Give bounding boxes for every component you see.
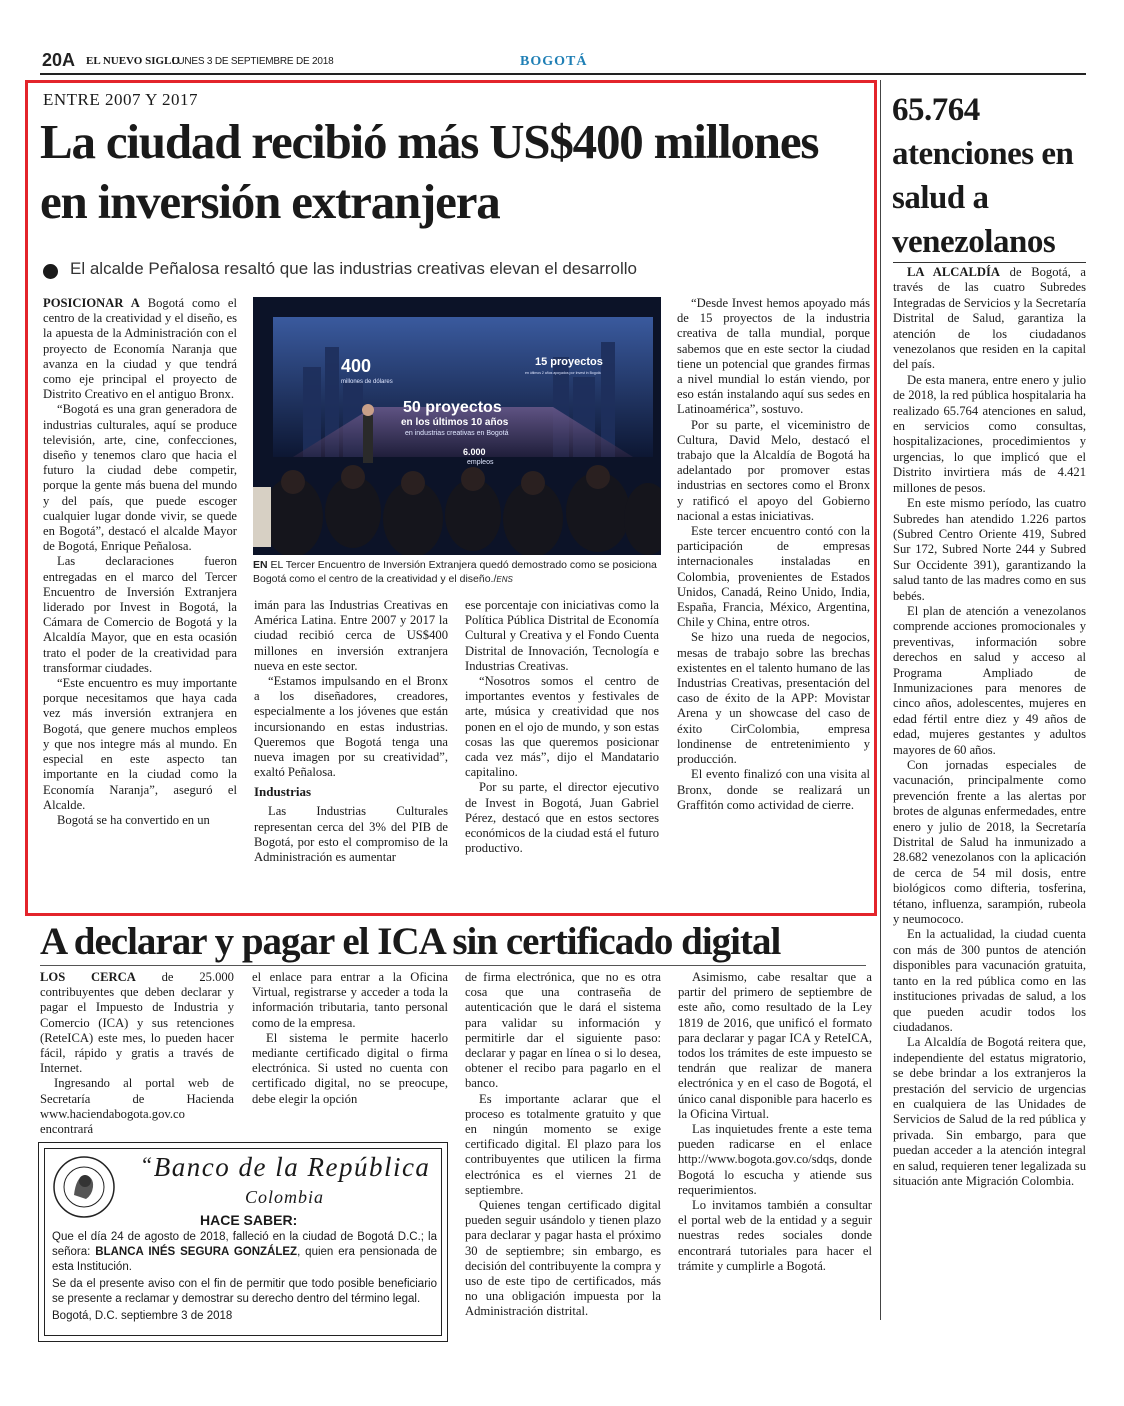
issue-date: LUNES 3 DE SEPTIEMBRE DE 2018 xyxy=(172,56,334,67)
photo-caption xyxy=(253,558,661,587)
paragraph: “Bogotá es una gran generadora de industrias culturales, aquí se produce televisión, arte, cine, confecciones, diseño y tenemos claro que hacia el futuro la ciudad debe competir, porque la gente más buena del mundo y del país, que puede escoger cualquier lugar donde vivir, se quede en Bogotá”, destacó el alcalde Mayor de Bogotá, Enrique Peñalosa. xyxy=(43,402,237,554)
paragraph: El sistema le permite hacerlo mediante certificado digital o firma electrónica. Si usted no cuenta con certificado digital, no se preocupe, debe elegir la opción xyxy=(252,1030,448,1106)
paragraph xyxy=(893,265,1086,373)
photo-stat-15-sub: en últimos 2 años apoyados por Invest in Bogotá xyxy=(525,371,601,375)
paragraph: Lo invitamos también a consultar el portal web de la entidad y a seguir nuestras redes sociales donde encontrará tutoriales para hacer el trámite y cumplirle a Bogotá. xyxy=(678,1198,872,1273)
paragraph xyxy=(40,970,234,1076)
paragraph: “Este encuentro es muy importante porque necesitamos que haya cada vez más inversión extranjera en Bogotá, que genere muchos empleos y que nos integre más al mundo. En especial en este aspecto tan importante en la ciudad como la Economía Naranja”, aseguró el Alcalde. xyxy=(43,676,237,812)
photo-stat-6000-sub: empleos xyxy=(467,459,494,466)
publication-name: EL NUEVO SIGLO xyxy=(86,55,180,67)
article-column-1 xyxy=(43,296,237,828)
ica-headline[interactable]: A declarar y pagar el ICA sin certificado digital xyxy=(40,920,781,963)
paragraph: Con jornadas especiales de vacunación, principalmente como prevención frente a las alertas por brotes de algunas enfermedades, entre enero y julio de 2018, la Secretaría Distrital de Salud ha inmunizado a 28.682 venezolanos con la aplicación de cerca de 54 mil dosis, entre biológicos como difteria, tosferina, tétano, influenza, sarampión, rubeola y neumococo. xyxy=(893,758,1086,927)
paragraph: Este tercer encuentro contó con la participación de empresas internacionales instaladas en Colombia, provenientes de Estados Unidos, Canadá, Reino Unido, India, España, Francia, México, Argentina, Chile y China, entre otros. xyxy=(677,524,870,630)
paragraph: “Nosotros somos el centro de importantes eventos y festivales de arte, música y creatividad que nos ponen en el ojo de mundo, y son estas cosas las que queremos posicionar cada vez más”, dijo el Mandatario capitalino. xyxy=(465,674,659,780)
header-rule xyxy=(40,73,1086,75)
caption-credit: ENS xyxy=(496,575,513,584)
paragraph: Por su parte, el director ejecutivo de Invest in Bogotá, Juan Gabriel Pérez, destacó que en estos sectores económicos de la ciudad está el futuro productivo. xyxy=(465,780,659,856)
paragraph: el enlace para entrar a la Oficina Virtual, registrarse y acceder a toda la información tributaria, tanto personal como de la empresa. xyxy=(252,970,448,1030)
notice-heading: HACE SABER: xyxy=(200,1212,298,1228)
paragraph-text: de Bogotá, a través de las cuatro Subredes Integradas de Servicios y la Secretaría Distrital de Salud, garantiza la atención de los ciudadanos venezolanos que residen en la capital del país. xyxy=(893,265,1087,372)
ica-rule xyxy=(40,965,866,966)
paragraph: imán para las Industrias Creativas en América Latina. Entre 2007 y 2017 la ciudad recibió cerca de US$400 millones en inversión extranjera nueva en este sector. xyxy=(254,598,448,673)
paragraph: Las declaraciones fueron entregadas en el marco del Tercer Encuentro de Inversión Extranjera liderado por Invest in Bogotá, la Cámara de Comercio de Bogotá y la Alcaldía Mayor, que en esta ocasión trato el poder de la creatividad para transformar ciudades. xyxy=(43,554,237,675)
caption-lead: EN xyxy=(253,559,268,571)
paragraph: Es importante aclarar que el proceso es totalmente gratuito y que en ningún momento se exige certificado digital. El plazo para los contribuyentes que utilicen la firma electrónica es el viernes 21 de septiembre. xyxy=(465,1091,661,1197)
paragraph: Las inquietudes frente a este tema pueden radicarse en el enlace http://www.bogota.gov.co/sdqs, donde Bogotá lo escucha y atiende sus requerimientos. xyxy=(678,1122,872,1197)
sidebar-title-rule xyxy=(893,262,1086,263)
paragraph: Las Industrias Culturales representan cerca del 3% del PIB de Bogotá, por esto el compromiso de la Administración es aumentar xyxy=(254,804,448,865)
lead-in: LOS CERCA xyxy=(40,970,136,984)
notice-country: Colombia xyxy=(245,1187,325,1207)
paragraph: Asimismo, cabe resaltar que a partir del primero de septiembre de este año, como resultado de la Ley 1819 de 2016, que unificó el formato para declarar y pagar ICA y ReteICA, todos los trámites de este impuesto se tendrán que realizar de manera electrónica y en el caso de Bogotá, el único canal disponible para hacerlo es la Oficina Virtual. xyxy=(678,970,872,1121)
paragraph: “Desde Invest hemos apoyado más de 15 proyectos de la industria creativa de talla mundial, porque sabemos que en este sector la ciudad tiene un potencial que grandes firmas a nivel mundial lo están viendo, por eso están instalando aquí sus sedes en Latinoamérica”, sostuvo. xyxy=(677,296,870,417)
paragraph-text: Bogotá como el centro de la creatividad y el diseño, es la apuesta de la Administración con el proyecto de Economía Naranja que avanza en la ciudad y que tendrá como eje principal el proyecto de Distrito Creativo en el antiguo Bronx. xyxy=(43,296,237,402)
article-kicker: ENTRE 2007 Y 2017 xyxy=(43,90,199,109)
bank-seal xyxy=(52,1155,116,1219)
paragraph: Bogotá se ha convertido en un xyxy=(57,812,210,827)
paragraph: El evento finalizó con una visita al Bronx, donde se realizará un Graffitón como actividad de cierre. xyxy=(677,767,870,812)
article-subtitle: El alcalde Peñalosa resaltó que las industrias creativas elevan el desarrollo xyxy=(70,259,637,278)
notice-bank-name: “Banco de la República xyxy=(140,1152,431,1182)
photo-stat-50: 50 proyectos xyxy=(403,399,502,416)
paragraph xyxy=(43,296,237,402)
ica-column-3 xyxy=(465,970,661,1320)
article-column-4 xyxy=(677,296,870,813)
sidebar-headline[interactable]: 65.764 atenciones en salud a venezolanos xyxy=(892,92,1074,260)
paragraph: Por su parte, el viceministro de Cultura, David Melo, destacó el trabajo que la Alcaldía de Bogotá ha adelantado por promover estas industrias en sectores como el Bronx y ratificó el apoyo del Gobierno nacional a estas iniciativas. xyxy=(677,417,870,523)
event-photo xyxy=(253,297,661,555)
notice-text: Que el día 24 de agosto de 2018, falleció en la ciudad de Bogotá D.C.; la señora: xyxy=(52,1231,437,1258)
notice-signature: Bogotá, D.C. septiembre 3 de 2018 xyxy=(52,1310,233,1322)
paragraph: En la actualidad, la ciudad cuenta con más de 300 puntos de atención disponibles para vacunación gratuita, tanto en la red pública como en las instituciones privadas de salud, a los que pueden acudir todos los ciudadanos. xyxy=(893,927,1086,1034)
article-column-3 xyxy=(465,598,659,856)
caption-text: EL Tercer Encuentro de Inversión Extranjera quedó demostrado como se posiciona Bogotá como el centro de la creatividad y el diseño./ xyxy=(253,559,657,585)
paragraph: La Alcaldía de Bogotá reitera que, independiente del estatus migratorio, se debe brindar a los extranjeros la prestación del servicio de urgencias en cualquiera de las Unidades de Servicios de Salud de la red pública y privada. Sin embargo, para que puedan acceder a la atención integral en salud, requieren tener legalizada su situación ante Migración Colombia. xyxy=(893,1035,1086,1188)
article-column-2 xyxy=(254,598,448,865)
paragraph: El plan de atención a venezolanos comprende acciones promocionales y preventivas, información sobre derechos en salud y acceso al Programa Ampliado de Inmunizaciones para menores de cinco años, adolescentes, mujeres en edad fértil entre diez y 49 años de edad, mujeres gestantes y adultos mayores de 60 años. xyxy=(893,603,1086,757)
paragraph: de firma electrónica, que no es otra cosa que una contraseña de autenticación que le dará el sistema para validar su información y permitirle dar el siguiente paso: declarar y pagar en línea o si lo desea, obtener el recibo para pagarlo en el banco. xyxy=(465,970,661,1091)
paragraph-text: de 25.000 contribuyentes que deben declarar y pagar el Impuesto de Industria y Comercio (ICA) y sus retenciones (ReteICA) este mes, lo pueden hacer fácil, rápido y gratis a través de Internet. xyxy=(40,970,234,1076)
paragraph: De esta manera, entre enero y julio de 2018, la red pública hospitalaria ha realizado 65.764 atenciones en salud, en servicios como consultas, hospitalizaciones, procedimientos y urgencias, lo que implicó que el Distrito invirtiera más de 4.421 millones de pesos. xyxy=(893,372,1086,495)
photo-stat-400-label: millones de dólares xyxy=(341,379,393,385)
photo-stat-6000: 6.000 xyxy=(463,447,486,457)
paragraph: Ingresando al portal web de Secretaría de Hacienda www.haciendabogota.gov.co encontrará xyxy=(40,1076,234,1137)
photo-stat-400: 400 xyxy=(341,356,372,376)
paragraph: Quienes tengan certificado digital pueden seguir usándolo y tienen plazo para declarar y pagar hasta el próximo 30 de septiembre; sin embargo, es decisión del contribuyente la compra y uso de este tipo de certificados, más no una obligación impuesta por la Administración distrital. xyxy=(465,1198,661,1319)
lead-in: POSICIONAR A xyxy=(43,296,140,310)
paragraph: En este mismo período, las cuatro Subredes han atendido 1.226 partos (Subred Centro Oriente 419, Subred Sur 172, Subred Norte 244 y Subred Sur Occidente 391), garantizando la salud tanto de las madres como en sus bebés. xyxy=(893,496,1086,603)
photo-stat-50-sub: en los últimos 10 años xyxy=(401,417,509,428)
page-number: 20A xyxy=(42,50,76,70)
paragraph: ese porcentaje con iniciativas como la Política Pública Distrital de Economía Cultural y Creativa y el Fondo Cuenta Distrital de Innovación, Tecnología e Industrias Creativas. xyxy=(465,598,659,673)
paragraph: “Estamos impulsando en el Bronx a los diseñadores, creadores, especialmente a los jóvenes que están incursionando en estas industrias. Queremos que Bogotá tenga una nueva imagen por su creatividad”, exaltó Peñalosa. xyxy=(254,674,448,780)
ica-column-2 xyxy=(252,970,448,1107)
photo-stat-50-sub2: en industrias creativas en Bogotá xyxy=(405,430,509,437)
notice-text: Se da el presente aviso con el fin de permitir que todo posible beneficiario se presente a reclamar y demostrar su derecho dentro del término legal. xyxy=(52,1278,437,1305)
section-name: BOGOTÁ xyxy=(520,54,588,69)
lead-in: LA ALCALDÍA xyxy=(907,265,1000,279)
event-photo-graphic xyxy=(253,297,661,555)
notice-text: , quien era pensionada de esta Institución. xyxy=(52,1246,437,1273)
sidebar-rule xyxy=(880,80,881,1320)
ica-column-1 xyxy=(40,970,234,1137)
sidebar-body xyxy=(893,265,1086,1189)
paragraph: Se hizo una rueda de negocios, mesas de trabajo sobre las brechas existentes en el talento humano de las Industrias Creativas, presentación del caso de éxito de la APP: Movistar Arena y un showcase del caso de éxito CirColombia, empresa londinense de entretenimiento y producción. xyxy=(677,630,870,767)
article-headline[interactable]: La ciudad recibió más US$400 millones en inversión extranjera xyxy=(40,114,819,229)
inter-title: Industrias xyxy=(254,784,312,800)
bank-seal-graphic xyxy=(52,1155,116,1219)
ica-column-4 xyxy=(678,970,872,1274)
photo-stat-15: 15 proyectos xyxy=(535,356,603,368)
notice-body xyxy=(52,1230,437,1324)
notice-deceased-name: BLANCA INÉS SEGURA GONZÁLEZ xyxy=(95,1246,298,1258)
bullet-icon xyxy=(43,264,58,279)
